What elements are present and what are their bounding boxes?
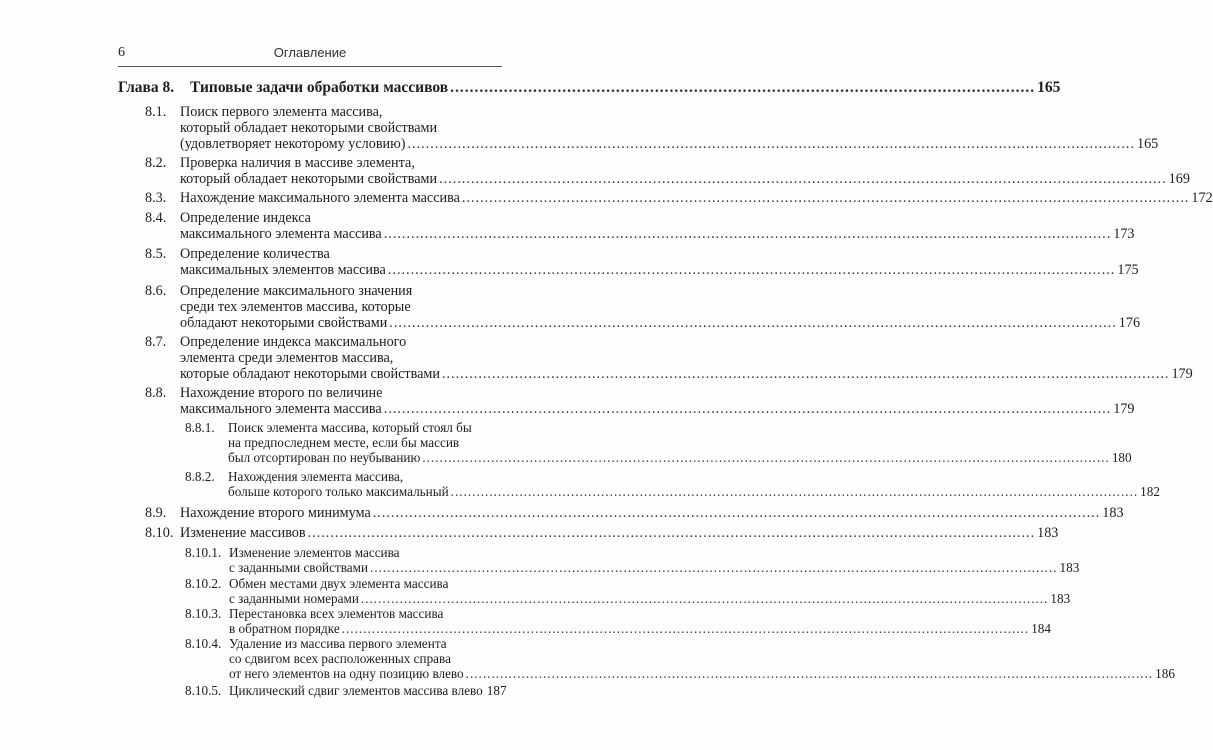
toc-entry-page: 183: [1037, 525, 1059, 541]
dot-leader: ................................................................................................................................................................: [450, 484, 1139, 499]
toc-entry-title-line: Определение индекса: [180, 210, 311, 226]
dot-leader: ................................................................................................................................................................: [441, 366, 1170, 382]
toc-entry-number: 8.8.1.: [185, 420, 215, 435]
toc-entry-number: 8.10.5.: [185, 683, 222, 698]
toc-entry-page: 172: [1191, 190, 1213, 206]
toc-entry-title-line: от него элементов на одну позицию влево: [229, 666, 464, 681]
toc-entry-title-line: в обратном порядке: [229, 621, 340, 636]
toc-entry-title-line: со сдвигом всех расположенных справа: [229, 651, 451, 666]
toc-entry-page: 175: [1117, 262, 1139, 278]
toc-entry-number: 8.8.: [145, 385, 167, 401]
toc-entry-title-line: Обмен местами двух элемента массива: [229, 576, 449, 591]
toc-entry-title-line: с заданными номерами: [229, 591, 359, 606]
toc-entry-title-line: Нахождение второго по величине: [180, 385, 383, 401]
chapter-label: Глава 8.: [118, 79, 175, 96]
chapter-title: Типовые задачи обработки массивов: [190, 79, 449, 96]
toc-entry-number: 8.10.: [145, 525, 174, 541]
toc-entry-title-line: Определение индекса максимального: [180, 334, 407, 350]
dot-leader: ................................................................................................................................................................: [383, 401, 1112, 417]
toc-entry-title-line: максимальных элементов массива: [180, 262, 386, 278]
dot-leader: ................................................................................................................................................................: [389, 315, 1117, 331]
toc-entry-title-line: среди тех элементов массива, которые: [180, 299, 411, 315]
toc-entry-number: 8.3.: [145, 190, 167, 206]
toc-entry-title-line: Поиск элемента массива, который стоял бы: [228, 420, 472, 435]
toc-entry-number: 8.6.: [145, 283, 167, 299]
toc-entry-title-line: Циклический сдвиг элементов массива влево: [229, 683, 483, 698]
toc-entry-number: 8.4.: [145, 210, 167, 226]
toc-entry-title-line: который обладает некоторыми свойствами: [180, 171, 438, 187]
toc-entry-page: 179: [1171, 366, 1193, 382]
toc-entry-page: 182: [1140, 484, 1160, 499]
toc-entry-page: 165: [1136, 136, 1159, 152]
toc-entry-number: 8.9.: [145, 505, 167, 521]
toc-entry-page: 183: [1059, 560, 1080, 575]
chapter-page: 165: [1037, 79, 1061, 96]
dot-leader: ................................................................................................................................................................: [465, 666, 1154, 681]
toc-entry-title-line: Удаление из массива первого элемента: [229, 636, 447, 651]
toc-entry-page: 187: [486, 683, 507, 698]
dot-leader: ................................................................................................................................................................: [461, 190, 1190, 206]
toc-entry-title-line: обладают некоторыми свойствами: [180, 315, 388, 331]
toc-entry-page: 179: [1113, 401, 1135, 417]
dot-leader: ................................................................................................................................................................: [422, 450, 1110, 465]
toc-entry-number: 8.10.1.: [185, 545, 222, 560]
toc-entry-title-line: элемента среди элементов массива,: [180, 350, 394, 366]
toc-entry-title-line: Проверка наличия в массиве элемента,: [180, 155, 415, 171]
toc-entry-number: 8.7.: [145, 334, 167, 350]
dot-leader: ................................................................................................................................................................: [439, 171, 1167, 187]
toc-entry-title-line: которые обладают некоторыми свойствами: [180, 366, 440, 382]
toc-entry-number: 8.10.3.: [185, 606, 222, 621]
toc-entry-title-line: на предпоследнем месте, если бы массив: [228, 435, 460, 450]
toc-entry-page: 176: [1118, 315, 1141, 331]
dot-leader: ................................................................................................................................................................: [372, 505, 1101, 521]
dot-leader: ................................................................................................................................................................: [387, 262, 1116, 278]
toc-entry-title-line: Изменение элементов массива: [229, 545, 400, 560]
toc-entry-title-line: был отсортирован по неубыванию: [228, 450, 421, 465]
toc-entry-title-line: Перестановка всех элементов массива: [229, 606, 444, 621]
toc-entry-number: 8.2.: [145, 155, 167, 171]
dot-leader: ................................................................................................................................................................: [360, 591, 1049, 606]
page-number: 6: [118, 45, 125, 60]
dot-leader: ................................................................................................................................................................: [407, 136, 1135, 152]
toc-entry-page: 183: [1050, 591, 1071, 606]
toc-entry-title-line: который обладает некоторыми свойствами: [180, 120, 438, 136]
toc-entry-title-line: Изменение массивов: [180, 525, 306, 541]
toc-entry-title-line: Нахождение второго минимума: [180, 505, 371, 521]
toc-entry-title-line: максимального элемента массива: [180, 401, 382, 417]
toc-entry-number: 8.5.: [145, 246, 167, 262]
toc-entry-page: 180: [1111, 450, 1132, 465]
toc-entry-page: 184: [1031, 621, 1051, 636]
toc-entry-number: 8.10.4.: [185, 636, 222, 651]
toc-entry-title-line: Поиск первого элемента массива,: [180, 104, 383, 120]
toc-entry-title-line: Нахождение максимального элемента массива: [180, 190, 460, 206]
toc-entry-page: 183: [1102, 505, 1124, 521]
toc-entry-page: 169: [1168, 171, 1190, 187]
toc-entry-title-line: Определение количества: [180, 246, 330, 262]
toc-entry-title-line: больше которого только максимальный: [228, 484, 449, 499]
running-title: Оглавление: [273, 45, 347, 60]
toc-entry-title-line: с заданными свойствами: [229, 560, 369, 575]
toc-entry-title-line: Нахождения элемента массива,: [228, 469, 404, 484]
toc-entry-page: 186: [1155, 666, 1175, 681]
toc-entry-number: 8.1.: [145, 104, 167, 120]
toc-entry-title-line: (удовлетворяет некоторому условию): [180, 136, 406, 152]
toc-entry-number: 8.8.2.: [185, 469, 215, 484]
dot-leader: ........................................................................................................................: [450, 79, 1036, 96]
toc-entry-number: 8.10.2.: [185, 576, 222, 591]
page-header: [118, 44, 502, 67]
toc-entry-page: 173: [1113, 226, 1135, 242]
dot-leader: ................................................................................................................................................................: [370, 560, 1058, 575]
toc-entry-title-line: максимального элемента массива: [180, 226, 382, 242]
dot-leader: ................................................................................................................................................................: [383, 226, 1112, 242]
dot-leader: ................................................................................................................................................................: [341, 621, 1030, 636]
toc-entry-title-line: Определение максимального значения: [180, 283, 413, 299]
dot-leader: ................................................................................................................................................................: [307, 525, 1036, 541]
